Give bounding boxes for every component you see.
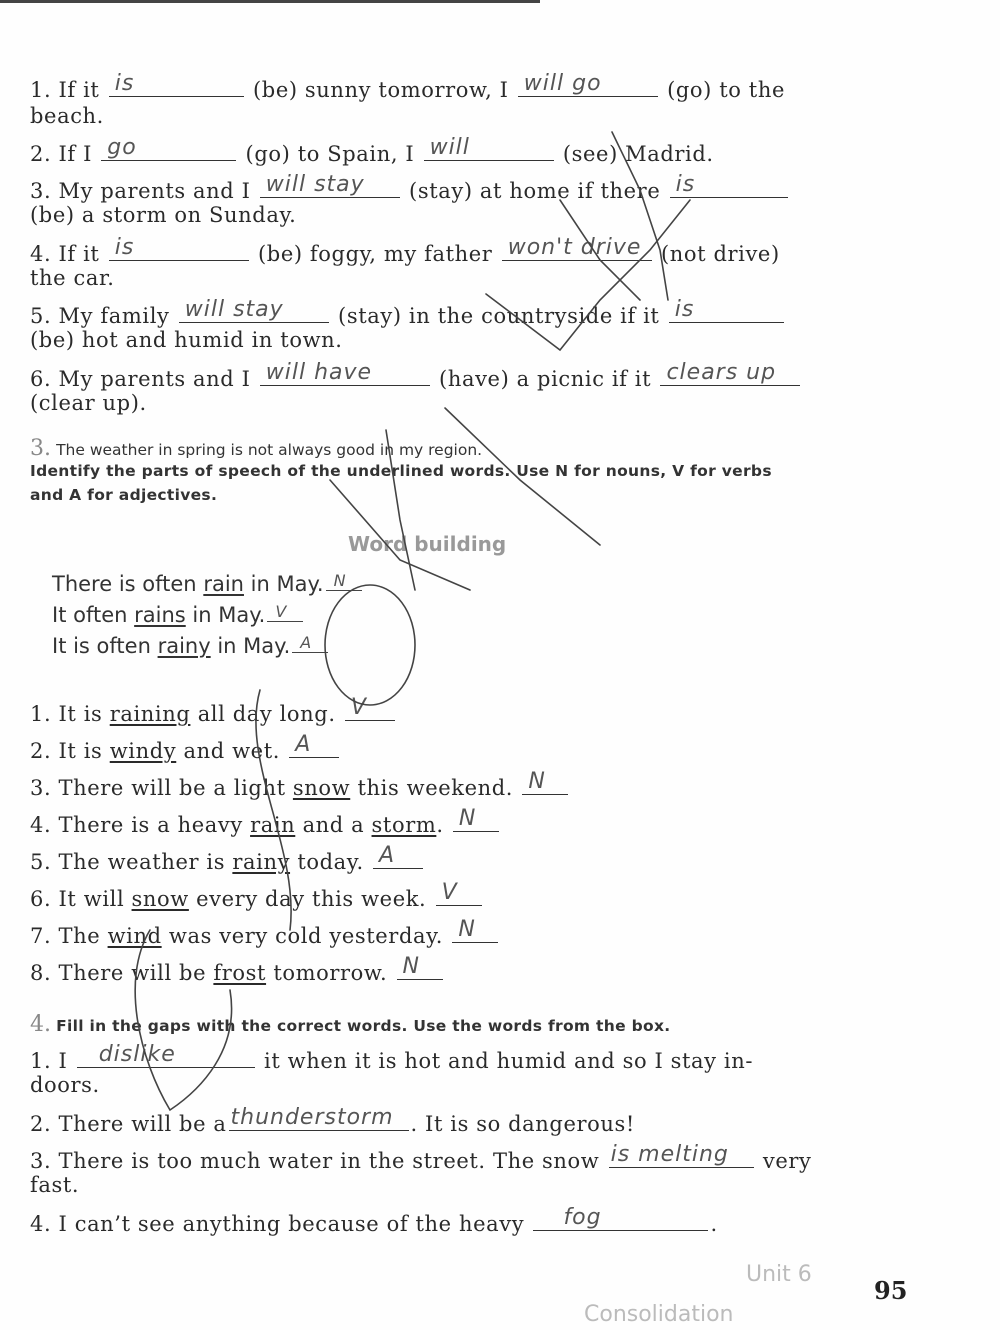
ex2-sentence-3: 3. My parents and I will stay (stay) at home if there is xyxy=(30,177,790,203)
ex3-item: 6. It will snow every day this week. V xyxy=(30,885,484,911)
answer-gap[interactable]: is xyxy=(669,302,784,323)
exercise-number: 3. xyxy=(30,436,51,461)
answer-gap[interactable]: will stay xyxy=(260,177,400,198)
ex4-sentence-1-cont: doors. xyxy=(30,1073,100,1097)
answer-gap[interactable]: A xyxy=(373,848,423,869)
example-row: There is often rain in May. N xyxy=(52,570,362,596)
answer-gap[interactable]: will stay xyxy=(179,302,329,323)
ex4-sentence-4: 4. I can’t see anything because of the heavy fog . xyxy=(30,1205,718,1236)
example-row: It often rains in May. V xyxy=(52,601,303,627)
ex2-sentence-1: 1. If it is (be) sunny tomorrow, I will go (go) to the xyxy=(30,71,785,102)
word-building-heading: Word building xyxy=(348,532,507,556)
answer-gap[interactable]: N xyxy=(326,570,362,591)
ex4-sentence-1: 1. I dislike it when it is hot and humid and so I stay in- xyxy=(30,1042,754,1073)
answer-gap[interactable]: A xyxy=(292,632,328,653)
ex2-sentence-1-cont: beach. xyxy=(30,104,104,128)
ex2-sentence-5: 5. My family will stay (stay) in the countryside if it is xyxy=(30,302,786,328)
answer-gap[interactable]: V xyxy=(267,601,303,622)
answer-gap[interactable]: dislike xyxy=(77,1047,255,1068)
answer-gap[interactable]: will xyxy=(424,140,554,161)
unit-label: Unit 6 xyxy=(746,1262,812,1287)
ex4-sentence-2: 2. There will be a thunderstorm . It is so dangerous! xyxy=(30,1105,635,1136)
exercise-number: 4. xyxy=(30,1012,51,1037)
answer-gap[interactable]: N xyxy=(522,774,568,795)
ex3-instruction-cont: and A for adjectives. xyxy=(30,486,218,504)
example-row: It is often rainy in May. A xyxy=(52,632,328,658)
answer-gap[interactable]: N xyxy=(397,959,443,980)
ex3-title: The weather in spring is not always good in my region. xyxy=(56,441,483,459)
ex3-item: 7. The wind was very cold yesterday. N xyxy=(30,922,500,948)
answer-gap[interactable]: N xyxy=(452,922,498,943)
answer-gap[interactable]: is xyxy=(109,240,249,261)
ex3-item: 4. There is a heavy rain and a storm. N xyxy=(30,811,501,837)
ex3-item: 8. There will be frost tomorrow. N xyxy=(30,959,445,985)
ex2-sentence-3-cont: (be) a storm on Sunday. xyxy=(30,203,297,227)
ex4-sentence-3: 3. There is too much water in the street. The snow is melting very xyxy=(30,1142,812,1173)
answer-gap[interactable]: V xyxy=(436,885,482,906)
answer-gap[interactable]: go xyxy=(101,140,236,161)
ex2-sentence-5-cont: (be) hot and humid in town. xyxy=(30,328,343,352)
answer-gap[interactable]: fog xyxy=(533,1210,708,1231)
answer-gap[interactable]: is xyxy=(670,177,788,198)
answer-gap[interactable]: will have xyxy=(260,365,430,386)
answer-gap[interactable]: A xyxy=(289,737,339,758)
answer-gap[interactable]: N xyxy=(453,811,499,832)
ex2-sentence-4: 4. If it is (be) foggy, my father won't drive (not drive) xyxy=(30,235,780,266)
page-number: 95 xyxy=(874,1276,908,1305)
section-label: Consolidation xyxy=(584,1302,734,1327)
ex2-sentence-6: 6. My parents and I will have (have) a picnic if it clears up xyxy=(30,365,802,391)
ex4-instruction: Fill in the gaps with the correct words. Use the words from the box. xyxy=(56,1017,671,1035)
ex2-sentence-4-cont: the car. xyxy=(30,266,115,290)
answer-gap[interactable]: is melting xyxy=(609,1147,754,1168)
answer-gap[interactable]: will go xyxy=(518,76,658,97)
ex2-sentence-6-cont: (clear up). xyxy=(30,391,147,415)
answer-gap[interactable]: V xyxy=(345,700,395,721)
ex3-item: 2. It is windy and wet. A xyxy=(30,737,341,763)
answer-gap[interactable]: is xyxy=(109,76,244,97)
ex2-sentence-2: 2. If I go (go) to Spain, I will (see) Madrid. xyxy=(30,135,714,166)
ex3-item: 3. There will be a light snow this weekend. N xyxy=(30,774,570,800)
answer-gap[interactable]: won't drive xyxy=(502,240,652,261)
ex3-item: 5. The weather is rainy today. A xyxy=(30,848,425,874)
ex4-sentence-3-cont: fast. xyxy=(30,1173,80,1197)
ex3-instruction: Identify the parts of speech of the underlined words. Use N for nouns, V for verbs xyxy=(30,462,772,480)
ex3-item: 1. It is raining all day long. V xyxy=(30,700,397,726)
answer-gap[interactable]: thunderstorm xyxy=(229,1110,409,1131)
answer-gap[interactable]: clears up xyxy=(660,365,800,386)
